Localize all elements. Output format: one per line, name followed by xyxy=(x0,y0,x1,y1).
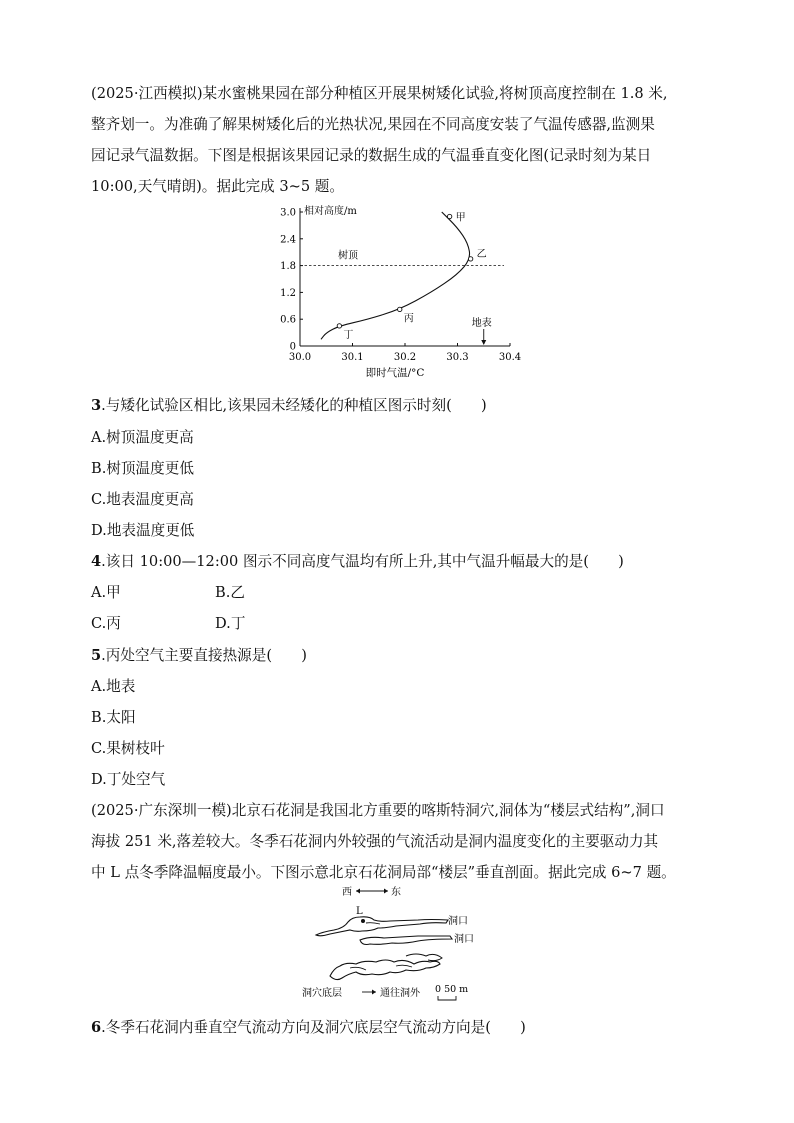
point-label: 甲 xyxy=(455,212,466,224)
question-stem: .冬季石花洞内垂直空气流动方向及洞穴底层空气流动方向是( ) xyxy=(101,1019,526,1036)
point-marker xyxy=(468,257,472,261)
intro-line: (2025·广东深圳一模)北京石花洞是我国北方重要的喀斯特洞穴,洞体为“楼层式结构”,洞口 xyxy=(91,802,665,819)
question-stem: .与矮化试验区相比,该果园未经矮化的种植区图示时刻( ) xyxy=(101,397,487,414)
option-5c: C.果树枝叶 xyxy=(91,740,165,757)
intro-line: 海拔 251 米,落差较大。冬季石花洞内外较强的气流活动是洞内温度变化的主要驱动力其 xyxy=(91,833,659,850)
option-4a: A.甲 xyxy=(91,584,121,601)
y-tick-label: 0 xyxy=(289,341,296,353)
question-number: 3 xyxy=(91,397,102,414)
intro-paragraph-1 xyxy=(91,84,711,197)
point-label: 丁 xyxy=(343,329,354,341)
option-3d: D.地表温度更低 xyxy=(91,522,195,539)
y-axis-label: 相对高度/m xyxy=(304,206,357,217)
option-3a: A.树顶温度更高 xyxy=(91,429,194,446)
question-number: 6 xyxy=(91,1019,102,1036)
option-4d: D.丁 xyxy=(215,615,246,632)
question-6 xyxy=(91,1018,526,1038)
x-tick-label: 30.4 xyxy=(498,352,522,363)
option-3b: B.树顶温度更低 xyxy=(91,460,194,477)
question-stem: .该日 10:00—12:00 图示不同高度气温均有所上升,其中气温升幅最大的是( ) xyxy=(101,553,624,570)
intro-line: 中 L 点冬季降温幅度最小。下图示意北京石花洞局部“楼层”垂直剖面。据此完成 6~7 题。 xyxy=(91,864,676,881)
point-marker xyxy=(337,324,341,328)
entrance-2-label: 洞口 xyxy=(454,934,474,945)
to-outside-label: 通往洞外 xyxy=(380,988,420,999)
x-axis-label: 即时气温/°C xyxy=(365,367,425,379)
option-5d: D.丁处空气 xyxy=(91,771,166,788)
question-5 xyxy=(91,646,307,666)
point-l-label: L xyxy=(356,906,363,917)
scale-label: 0 50 m xyxy=(435,984,469,995)
cave-cross-section-diagram xyxy=(300,884,500,1009)
question-stem: .丙处空气主要直接热源是( ) xyxy=(101,647,307,664)
option-4b: B.乙 xyxy=(215,584,245,601)
point-marker xyxy=(447,214,451,218)
temperature-profile-chart xyxy=(260,200,540,385)
question-number: 4 xyxy=(91,553,102,570)
question-number: 5 xyxy=(91,647,102,664)
option-5a: A.地表 xyxy=(91,678,136,695)
option-4c: C.丙 xyxy=(91,615,121,632)
ground-label: 地表 xyxy=(471,318,492,329)
option-5b: B.太阳 xyxy=(91,709,136,726)
point-label: 乙 xyxy=(476,248,487,260)
ground-arrow-head xyxy=(481,340,486,345)
intro-line: 10:00,天气晴朗)。据此完成 3~5 题。 xyxy=(91,178,344,195)
temperature-curve xyxy=(321,212,470,339)
x-tick-label: 30.1 xyxy=(341,352,364,363)
question-4 xyxy=(91,552,624,572)
y-tick-label: 1.2 xyxy=(280,287,296,299)
intro-line: 整齐划一。为准确了解果树矮化后的光热状况,果园在不同高度安装了气温传感器,监测果 xyxy=(91,116,655,133)
option-3c: C.地表温度更高 xyxy=(91,491,194,508)
east-label: 东 xyxy=(391,887,401,898)
x-tick-label: 30.2 xyxy=(393,352,417,363)
cave-bottom-label: 洞穴底层 xyxy=(302,988,342,999)
point-marker xyxy=(398,307,402,311)
intro-paragraph-2 xyxy=(91,801,711,883)
question-3 xyxy=(91,396,487,416)
west-label: 西 xyxy=(342,887,352,898)
y-tick-label: 2.4 xyxy=(280,234,296,246)
y-tick-label: 3.0 xyxy=(280,207,296,219)
point-l-marker xyxy=(361,919,365,923)
entrance-1-label: 洞口 xyxy=(448,916,468,927)
x-tick-label: 30.0 xyxy=(288,352,312,363)
intro-line: (2025·江西模拟)某水蜜桃果园在部分种植区开展果树矮化试验,将树顶高度控制在 1.8 米, xyxy=(91,85,668,102)
y-tick-label: 0.6 xyxy=(280,314,296,326)
x-tick-label: 30.3 xyxy=(446,352,469,363)
y-tick-label: 1.8 xyxy=(280,261,296,273)
treetop-label: 树顶 xyxy=(338,250,358,262)
point-label: 丙 xyxy=(403,313,414,325)
intro-line: 园记录气温数据。下图是根据该果园记录的数据生成的气温垂直变化图(记录时刻为某日 xyxy=(91,147,652,164)
